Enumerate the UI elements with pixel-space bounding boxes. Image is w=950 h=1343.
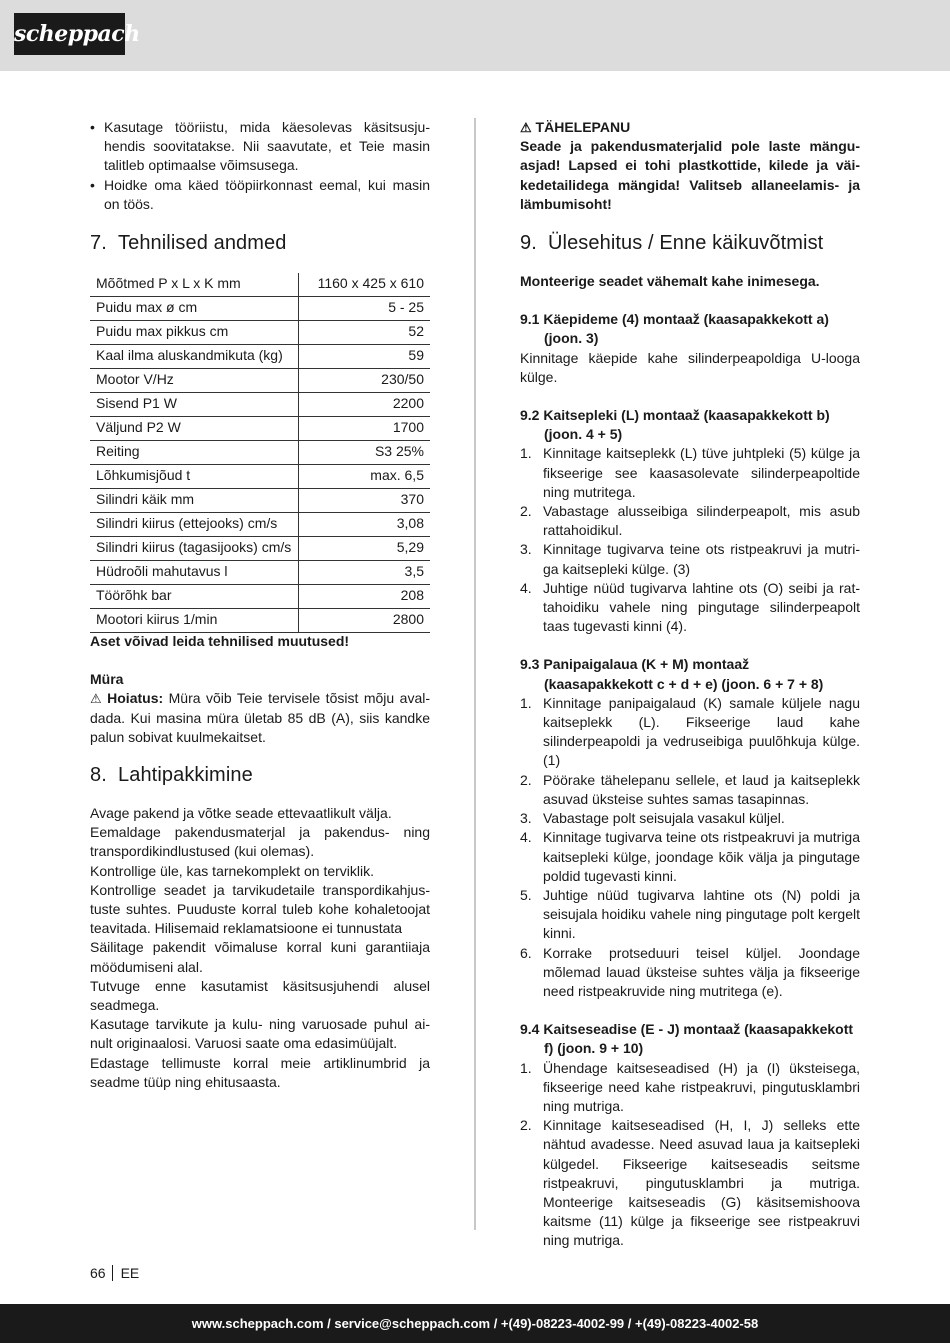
table-row	[90, 537, 430, 561]
spec-label: Silindri kiirus (tagasijooks) cm/s	[90, 537, 299, 561]
spec-value: 3,5	[299, 561, 431, 585]
contact-bar	[0, 1304, 950, 1343]
spec-value: 230/50	[299, 369, 431, 393]
step-item: 4. Kinnitage tugivarva teine ots ristpeakruvi ja mutriga kaitsepleki külge, joondage kõik välja ja pingutage poldid tugevasti kinni.	[520, 829, 860, 884]
right-column	[520, 118, 860, 1251]
spec-value: S3 25%	[299, 441, 431, 465]
noise-title: Müra	[90, 671, 124, 688]
subsection-title-cont: (joon. 4 + 5)	[544, 426, 623, 443]
warning-label: Hoiatus:	[107, 690, 164, 707]
subsection-title: 9.1 Käepideme (4) montaaž (kaasapakkekott a)	[520, 311, 829, 328]
page-number: 66	[90, 1265, 106, 1281]
attention-heading	[520, 118, 860, 137]
unpack-line: Kontrollige üle, kas tarnekomplekt on terviklik.	[90, 862, 375, 879]
contact-text[interactable]: www.scheppach.com / service@scheppach.com / +(49)-08223-4002-99 / +(49)-08223-4002-58	[191, 1316, 759, 1331]
steps-9-2	[520, 444, 860, 636]
unpack-line: Tutvuge enne kasutamist käsitsusjuhendi alusel seadmega.	[90, 977, 430, 1014]
spec-label: Lõhkumisjõud t	[90, 465, 299, 489]
step-item: 1. Ühendage kaitseseadised (H) ja (I) üksteisega, fikseerige need kahe ristpeakruvi, pingutusklambri ning mutriga.	[520, 1059, 860, 1114]
spec-value: 3,08	[299, 513, 431, 537]
unpack-text	[90, 804, 430, 1092]
subsection-9-1-title	[520, 310, 860, 348]
table-row	[90, 609, 430, 633]
spec-value: 2800	[299, 609, 431, 633]
spec-label: Sisend P1 W	[90, 393, 299, 417]
spec-value: 1160 x 425 x 610	[299, 273, 431, 297]
spec-value: 5 - 25	[299, 297, 431, 321]
step-item: 3. Vabastage polt seisujala vasakul küljel.	[520, 810, 785, 827]
changes-note: Aset võivad leida tehnilised muutused!	[90, 633, 350, 650]
step-item: 2. Vabastage alusseibiga silinderpeapolt, mis asub rattahoidikul.	[520, 503, 860, 539]
warning-icon: ⚠	[520, 120, 532, 135]
step-item: 1. Kinnitage kaitseplekk (L) tüve juhtpleki (5) külge ja fikseerige see kaasasolevate silinderpeapoltide ning mutritega.	[520, 445, 860, 500]
table-row	[90, 513, 430, 537]
spec-label: Väljund P2 W	[90, 417, 299, 441]
section-title: Tehnilised andmed	[118, 232, 287, 255]
spec-label: Puidu max ø cm	[90, 297, 299, 321]
table-row	[90, 561, 430, 585]
table-row	[90, 441, 430, 465]
subsection-9-1-text: Kinnitage käepide kahe silinderpeapoldiga U-looga külge.	[520, 349, 860, 385]
step-item: 6. Korrake protseduuri teisel küljel. Joondage mõlemad lauad üksteise suhtes välja ja fikseerige need ristpeakruvide ning mutritega (e).	[520, 944, 860, 999]
specs-table	[90, 273, 430, 633]
unpack-line: Kontrollige seadet ja tarvikudetaile transpordikahjus-tuste suhtes. Puuduste korral tuleb kohe kohaletoojat teavitada. Hilisemaid reklamatsioone ei tunnustata	[90, 881, 430, 937]
table-row	[90, 489, 430, 513]
spec-value: max. 6,5	[299, 465, 431, 489]
bullet-item: • Kasutage tööriistu, mida käesolevas käsitsusju-hendis soovitatakse. Nii saavutate, et Teie masin talitleb optimaalse võimsusega.	[90, 118, 430, 176]
table-row	[90, 273, 430, 297]
unpack-line: Kasutage tarvikute ja kulu- ning varuosade puhul ai-nult originaalosi. Varuosi saate oma edasimüüjalt.	[90, 1016, 430, 1052]
step-item: 2. Kinnitage kaitseseadised (H, I, J) selleks ette nähtud avadesse. Need asuvad laua ja kaitsepleki külgedel. Fikseerige kaitseseadis seitsme ristpeakruvi, pingutusklambri ja mutriga. Monteerige kaitseseadis (G) käsitsemishoova kaitsme (11) külge ja fikseerige see ristpeakruvi ning mutriga.	[520, 1117, 860, 1249]
steps-9-4	[520, 1059, 860, 1251]
step-item: 1. Kinnitage panipaigalaud (K) samale küljele nagu kaitseplekk (L). Fikseerige laud kahe silinderpeapoldi ja vedruseibiga puulõhkuja külge. (1)	[520, 694, 860, 769]
section-number: 8.	[90, 764, 107, 787]
assembly-intro: Monteerige seadet vähemalt kahe inimesega.	[520, 273, 820, 290]
table-row	[90, 465, 430, 489]
section-number: 7.	[90, 232, 107, 255]
step-item: 3. Kinnitage tugivarva teine ots ristpeakruvi ja mutri-ga kaitsepleki külge. (3)	[520, 541, 860, 577]
steps-9-3	[520, 694, 860, 1001]
spec-label: Silindri kiirus (ettejooks) cm/s	[90, 513, 299, 537]
unpack-line: Avage pakend ja võtke seade ettevaatlikult välja.	[90, 805, 392, 822]
section-number: 9.	[520, 232, 537, 255]
spec-label: Reiting	[90, 441, 299, 465]
spec-value: 370	[299, 489, 431, 513]
section-title: Ülesehitus / Enne käikuvõtmist	[548, 232, 824, 255]
spec-value: 1700	[299, 417, 431, 441]
spec-label: Mootori kiirus 1/min	[90, 609, 299, 633]
section-heading-7	[90, 231, 430, 255]
section-title: Lahtipakkimine	[118, 764, 253, 787]
section-heading-8	[90, 763, 430, 787]
spec-value: 52	[299, 321, 431, 345]
bullet-item: • Hoidke oma käed tööpiirkonnast eemal, kui masin on töös.	[90, 176, 430, 214]
spec-label: Töörõhk bar	[90, 585, 299, 609]
spec-label: Puidu max pikkus cm	[90, 321, 299, 345]
left-column	[90, 118, 430, 1092]
table-row	[90, 297, 430, 321]
table-row	[90, 417, 430, 441]
subsection-9-2-title	[520, 406, 860, 444]
spec-label: Mootor V/Hz	[90, 369, 299, 393]
table-row	[90, 585, 430, 609]
step-item: 2. Pöörake tähelepanu sellele, et laud ja kaitseplekk asuvad üksteise suhtes samas tasapinnas.	[520, 771, 860, 807]
spec-label: Silindri käik mm	[90, 489, 299, 513]
brand-logo[interactable]: scheppach	[14, 13, 125, 55]
spec-label: Mõõtmed P x L x K mm	[90, 273, 299, 297]
spec-value: 59	[299, 345, 431, 369]
attention-text: Seade ja pakendusmaterjalid pole laste mängu-asjad! Lapsed ei tohi plastkottide, kilede ja väi-kedetailidega mängida! Valitseb allaneelamis- ja lämbumisoht!	[520, 138, 860, 212]
footer-separator	[112, 1265, 113, 1281]
step-item: 4. Juhtige nüüd tugivarva lahtine ots (O) seibi ja rat-tahoidiku vahele ning pingutage silinderpeapolt taas tugevasti kinni (4).	[520, 579, 860, 635]
subsection-title: 9.2 Kaitsepleki (L) montaaž (kaasapakkekott b)	[520, 407, 830, 424]
table-row	[90, 369, 430, 393]
unpack-line: Säilitage pakendit võimaluse korral kuni garantiiaja möödumiseni alal.	[90, 939, 430, 975]
table-row	[90, 345, 430, 369]
noise-text: Müra võib Teie tervisele tõsist mõju aval-dada. Kui masina müra ületab 85 dB (A), siis kandke palun sobivat kuulmekaitset.	[90, 690, 431, 745]
subsection-title-cont: f) (joon. 9 + 10)	[544, 1040, 644, 1057]
subsection-9-4-title	[520, 1020, 860, 1058]
table-row	[90, 321, 430, 345]
subsection-title-cont: (joon. 3)	[544, 330, 599, 347]
spec-label: Hüdroõli mahutavus l	[90, 561, 299, 585]
subsection-title: 9.4 Kaitseseadise (E - J) montaaž (kaasapakkekott	[520, 1021, 854, 1038]
spec-label: Kaal ilma aluskandmikuta (kg)	[90, 345, 299, 369]
spec-value: 2200	[299, 393, 431, 417]
header-bar	[0, 0, 950, 71]
column-divider	[474, 118, 476, 1230]
section-heading-9	[520, 231, 860, 255]
noise-warning	[90, 689, 430, 747]
warning-icon: ⚠	[90, 691, 102, 707]
table-row	[90, 393, 430, 417]
language-code: EE	[120, 1265, 140, 1281]
subsection-9-3-title	[520, 655, 860, 693]
spec-value: 5,29	[299, 537, 431, 561]
unpack-line: Edastage tellimuste korral meie artiklinumbrid ja seadme tüüp ning ehitusaasta.	[90, 1054, 430, 1090]
attention-title: TÄHELEPANU	[535, 119, 631, 135]
safety-bullets	[90, 118, 430, 214]
page-footer	[90, 1265, 139, 1281]
step-item: 5. Juhtige nüüd tugivarva lahtine ots (N) poldi ja seisujala hoidiku vahele ning pingutage polt kergelt kinni.	[520, 886, 860, 942]
subsection-title-cont: (kaasapakkekott c + d + e) (joon. 6 + 7 + 8)	[544, 675, 824, 692]
subsection-title: 9.3 Panipaigalaua (K + M) montaaž	[520, 656, 750, 673]
unpack-line: Eemaldage pakendusmaterjal ja pakendus- ning transpordikindlustused (kui olemas).	[90, 824, 430, 860]
spec-value: 208	[299, 585, 431, 609]
